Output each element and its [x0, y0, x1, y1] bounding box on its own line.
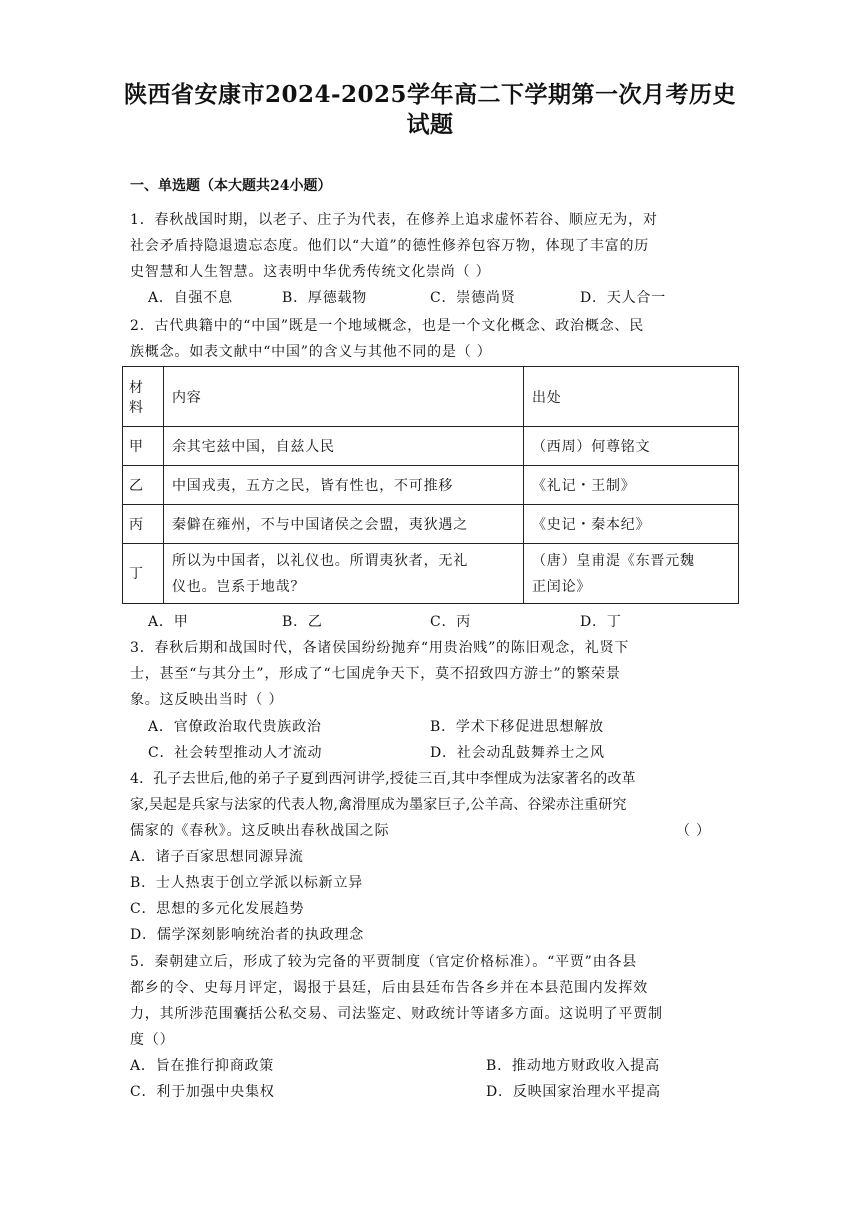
q3-line-3: 象。这反映出当时（ ） — [130, 692, 284, 708]
q4-line-1: 4．孔子去世后,他的弟子子夏到西河讲学,授徒三百,其中李悝成为法家著名的改革 — [130, 771, 636, 787]
q1-line-2: 社会矛盾持隐退遗忘态度。他们以“大道”的德性修养包容万物，体现了丰富的历 — [130, 238, 650, 254]
q3-line-1: 3．春秋后期和战国时代，各诸侯国纷纷抛弃“用贵治贱”的陈旧观念，礼贤下 — [130, 640, 630, 656]
header-source: 出处 — [524, 367, 739, 427]
q1-option-d[interactable]: D．天人合一 — [580, 290, 667, 306]
row-content: 中国戎夷，五方之民，皆有性也，不可推移 — [164, 466, 524, 505]
exam-title-line1: 陕西省安康市2024-2025学年高二下学期第一次月考历史 — [123, 81, 737, 108]
table-row — [123, 544, 739, 604]
q1-line-3: 史智慧和人生智慧。这表明中华优秀传统文化崇尚（ ） — [130, 264, 491, 280]
q4-option-b[interactable]: B．士人热衷于创立学派以标新立异 — [130, 875, 364, 891]
q2-option-c[interactable]: C．丙 — [430, 614, 472, 630]
exam-title-line2: 试题 — [406, 111, 454, 138]
q2-option-d[interactable]: D．丁 — [580, 614, 622, 630]
table-row — [123, 466, 739, 505]
q4-answer-bracket: （ ） — [676, 823, 711, 839]
header-content: 内容 — [164, 367, 524, 427]
q4-line-3: 儒家的《春秋》。这反映出春秋战国之际 — [130, 823, 390, 839]
table-header-row — [123, 367, 739, 427]
q5-option-d[interactable]: D．反映国家治理水平提高 — [486, 1084, 661, 1100]
row-source: （西周）何尊铭文 — [524, 427, 739, 466]
q2-option-b[interactable]: B．乙 — [282, 614, 323, 630]
q4-option-c[interactable]: C．思想的多元化发展趋势 — [130, 901, 305, 917]
q2-source-table — [122, 366, 739, 604]
table-row — [123, 505, 739, 544]
q5-line-2: 都乡的令、史每月评定，谒报于县廷，后由县廷布告各乡并在本县范围内发挥效 — [130, 980, 648, 996]
q3-option-c[interactable]: C．社会转型推动人才流动 — [148, 745, 323, 761]
row-content: 所以为中国者，以礼仪也。所谓夷狄者，无礼 仪也。岂系于地哉？ — [164, 544, 524, 604]
q5-option-b[interactable]: B．推动地方财政收入提高 — [486, 1058, 660, 1074]
q1-option-a[interactable]: A．自强不息 — [148, 290, 233, 306]
q5-line-3: 力，其所涉范围囊括公私交易、司法鉴定、财政统计等诸多方面。这说明了平贾制 — [130, 1006, 663, 1022]
row-label: 丁 — [123, 544, 164, 604]
q3-option-a[interactable]: A．官僚政治取代贵族政治 — [148, 719, 322, 735]
q5-line-1: 5．秦朝建立后，形成了较为完备的平贾制度（官定价格标准）。“平贾”由各县 — [130, 954, 638, 970]
row-label: 丙 — [123, 505, 164, 544]
q2-line-1: 2．古代典籍中的“中国”既是一个地域概念，也是一个文化概念、政治概念、民 — [130, 318, 645, 334]
header-material: 材 料 — [123, 367, 164, 427]
q3-option-d[interactable]: D．社会动乱鼓舞养士之风 — [430, 745, 605, 761]
row-source: （唐）皇甫湜《东晋元魏 正闰论》 — [524, 544, 739, 604]
section-heading: 一、单选题（本大题共24小题） — [130, 178, 332, 194]
row-source: 《礼记・王制》 — [524, 466, 739, 505]
q2-option-a[interactable]: A．甲 — [148, 614, 189, 630]
row-source: 《史记・秦本纪》 — [524, 505, 739, 544]
q3-line-2: 士，甚至“与其分土”，形成了“七国虎争天下，莫不招致四方游士”的繁荣景 — [130, 666, 621, 682]
q5-line-4: 度（） — [130, 1032, 175, 1048]
q5-option-a[interactable]: A．旨在推行抑商政策 — [130, 1058, 275, 1074]
q4-option-d[interactable]: D．儒学深刻影响统治者的执政理念 — [130, 927, 365, 943]
q1-option-c[interactable]: C．崇德尚贤 — [430, 290, 516, 306]
q4-line-2: 家,吴起是兵家与法家的代表人物,禽滑厘成为墨家巨子,公羊高、谷梁赤注重研究 — [130, 797, 627, 813]
row-content: 余其宅兹中国，自兹人民 — [164, 427, 524, 466]
q1-line-1: 1．春秋战国时期，以老子、庄子为代表，在修养上追求虚怀若谷、顺应无为，对 — [130, 212, 658, 228]
row-content: 秦僻在雍州，不与中国诸侯之会盟，夷狄遇之 — [164, 505, 524, 544]
q5-option-c[interactable]: C．利于加强中央集权 — [130, 1084, 275, 1100]
q4-option-a[interactable]: A．诸子百家思想同源异流 — [130, 849, 304, 865]
q1-option-b[interactable]: B．厚德载物 — [282, 290, 368, 306]
row-label: 乙 — [123, 466, 164, 505]
q3-option-b[interactable]: B．学术下移促进思想解放 — [430, 719, 604, 735]
table-row — [123, 427, 739, 466]
row-label: 甲 — [123, 427, 164, 466]
q2-line-2: 族概念。如表文献中“中国”的含义与其他不同的是（ ） — [130, 344, 492, 360]
